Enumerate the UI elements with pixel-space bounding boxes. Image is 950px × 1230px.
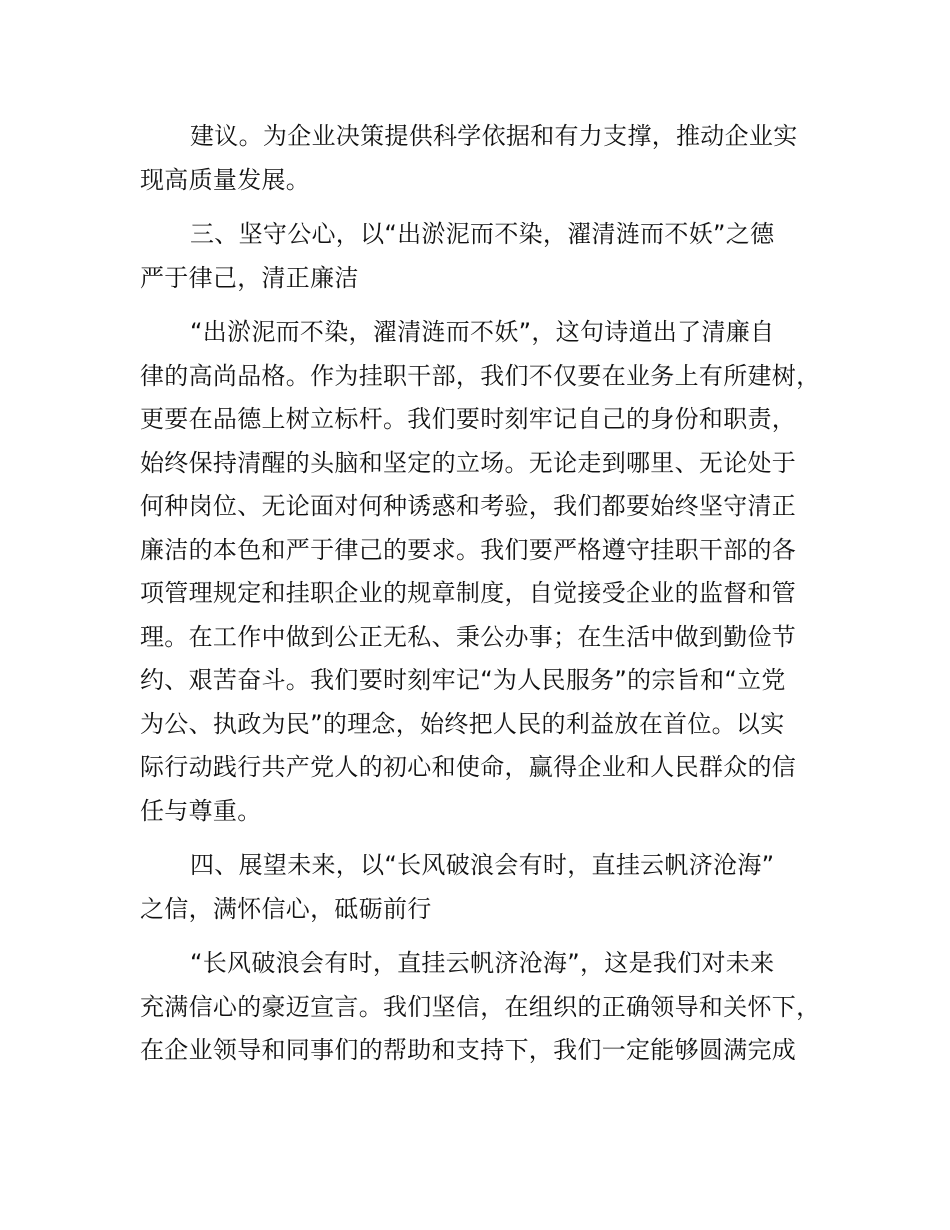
text-line: 际行动践行共产党人的初心和使命，赢得企业和人民群众的信 xyxy=(140,753,797,781)
text-line: “长风破浪会有时，直挂云帆济沧海”，这是我们对未来 xyxy=(190,949,775,977)
paragraph-integrity xyxy=(140,311,832,833)
text-line: 现高质量发展。 xyxy=(140,165,311,194)
section-heading-3 xyxy=(140,213,832,300)
text-line: 更要在品德上树立标杆。我们要时刻牢记自己的身份和职责， xyxy=(140,405,797,433)
heading-line: 四、展望未来，以“长风破浪会有时，直挂云帆济沧海” xyxy=(190,851,775,879)
heading-line: 之信，满怀信心，砥砺前行 xyxy=(140,894,432,923)
text-line: 廉洁的本色和严于律己的要求。我们要严格遵守挂职干部的各 xyxy=(140,535,797,564)
heading-line: 三、坚守公心，以“出淤泥而不染，濯清涟而不妖”之德 xyxy=(190,220,775,248)
text-line: 约、艰苦奋斗。我们要时刻牢记“为人民服务”的宗旨和“立党 xyxy=(140,666,786,694)
text-line: 任与尊重。 xyxy=(140,796,262,825)
paragraph-continuation xyxy=(140,115,832,202)
section-heading-4 xyxy=(140,844,832,931)
text-line: 充满信心的豪迈宣言。我们坚信，在组织的正确领导和关怀下， xyxy=(140,992,821,1021)
text-line: 在企业领导和同事们的帮助和支持下，我们一定能够圆满完成 xyxy=(140,1036,797,1064)
text-line: 建议。为企业决策提供科学依据和有力支撑，推动企业实 xyxy=(190,122,798,150)
text-line: 理。在工作中做到公正无私、秉公办事；在生活中做到勤俭节 xyxy=(140,622,797,651)
text-line: 项管理规定和挂职企业的规章制度，自觉接受企业的监督和管 xyxy=(140,579,797,607)
document-page xyxy=(140,115,832,1084)
paragraph-future xyxy=(140,942,832,1073)
text-line: 何种岗位、无论面对何种诱惑和考验，我们都要始终坚守清正 xyxy=(140,492,797,520)
heading-line: 严于律己，清正廉洁 xyxy=(140,263,359,292)
text-line: 为公、执政为民”的理念，始终把人民的利益放在首位。以实 xyxy=(140,709,785,738)
text-line: 始终保持清醒的头脑和坚定的立场。无论走到哪里、无论处于 xyxy=(140,448,797,477)
text-line: 律的高尚品格。作为挂职干部，我们不仅要在业务上有所建树， xyxy=(140,361,821,390)
text-line: “出淤泥而不染，濯清涟而不妖”，这句诗道出了清廉自 xyxy=(190,318,775,346)
